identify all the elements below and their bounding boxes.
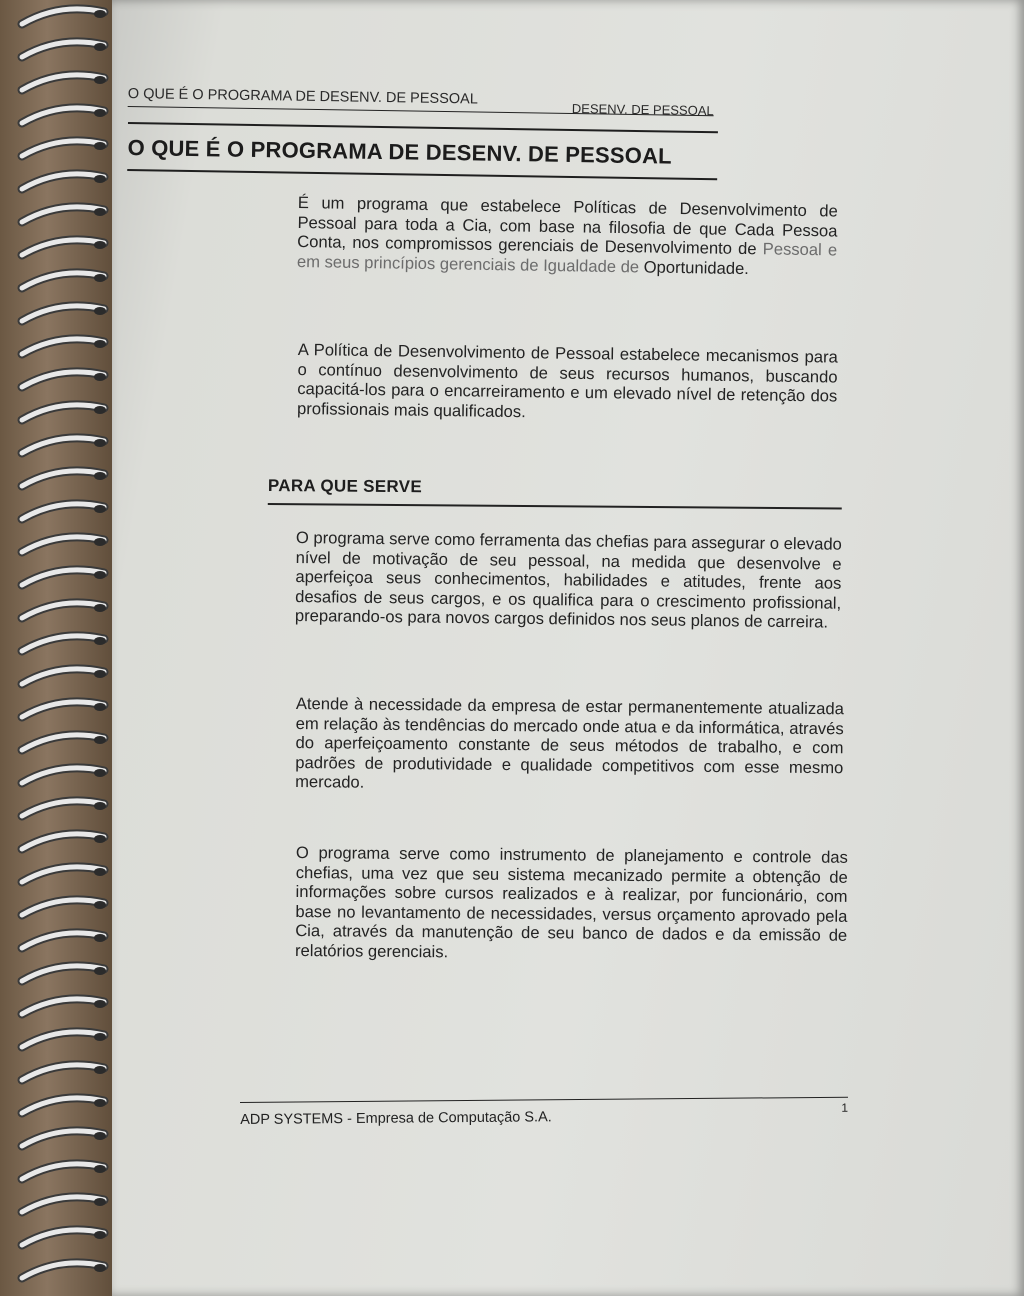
intro-paragraph-1 (297, 193, 838, 280)
binding-coil (22, 834, 106, 849)
binding-coil (22, 273, 106, 288)
binding-coil (22, 768, 106, 783)
binding-coil (22, 702, 106, 717)
section-paragraph-1: O programa serve como ferramenta das chefias para assegurar o elevado nível de motivação de seu pessoal, na medida que desenvolve e aperfeiçoa seus conhecimentos, habilidades e atitudes, frente aos desafios de seus cargos, e os qualifica para o crescimento profissional, preparando-os para novos cargos definidos nos seus planos de carreira. (294, 528, 842, 632)
binding-coil (22, 1098, 106, 1113)
binding-coil (22, 966, 106, 981)
title-block (127, 122, 718, 180)
header-right-text: DESENV. DE PESSOAL (571, 100, 714, 119)
binding-coil (22, 1164, 106, 1179)
binding-coil (22, 1230, 106, 1245)
binding-coil (22, 504, 106, 519)
section-paragraph-2: Atende à necessidade da empresa de estar permanentemente atualizada em relação às tendências do mercado onde atua e da informática, através do aperfeiçoamento constante de seus métodos de trabalho, e com padrões de produtividade e qualidade competitivos com esse mesmo mercado. (295, 694, 844, 793)
intro-paragraph-1-text-c: Oportunidade. (638, 257, 750, 278)
binding-coil (22, 570, 106, 585)
binding-coil (22, 900, 106, 915)
binding-coil (22, 75, 106, 90)
binding-coil (22, 735, 106, 750)
binding-coil (22, 405, 106, 420)
binding-coil (22, 306, 106, 321)
binding-coil (22, 537, 106, 552)
binding-coil (22, 174, 106, 189)
spiral-binding (0, 0, 120, 1296)
binding-coil (22, 471, 106, 486)
binding-coil (22, 636, 106, 651)
binding-coil (22, 1032, 106, 1047)
binding-coil (22, 9, 106, 24)
intro-paragraph-1-text-a: É um programa que estabelece Políticas de Desenvolvimento de Pessoal para toda a Cia, com base na filosofia de que Cada Pessoa Conta, nos compromissos gerenciais de Desenvolvimento de (297, 193, 838, 259)
footer-company: ADP SYSTEMS - Empresa de Computação S.A. (240, 1109, 552, 1128)
binding-coil (22, 669, 106, 684)
binding-coil (22, 240, 106, 255)
intro-paragraph-1-text-faded: Pessoal e em seus princípios gerenciais de Igualdade de (296, 239, 838, 277)
binding-coil (22, 141, 106, 156)
section-title: PARA QUE SERVE (267, 476, 423, 497)
binding-coil (22, 603, 106, 618)
binding-coil (22, 1065, 106, 1080)
header-left-text: O QUE É O PROGRAMA DE DESENV. DE PESSOAL (127, 86, 478, 108)
binding-coil (22, 1197, 106, 1212)
page-number: 1 (841, 1100, 849, 1115)
intro-paragraph-2: A Política de Desenvolvimento de Pessoal estabelece mecanismos para o contínuo desenvolvimento de seus recursos humanos, buscando capacitá-los para o encarreiramento e um elevado nível de retenção dos profissionais mais qualificados. (296, 340, 838, 421)
binding-coil (22, 108, 106, 123)
binding-coil (22, 438, 106, 453)
binding-coil (22, 207, 106, 222)
binding-coil (22, 372, 106, 387)
binding-coil (22, 999, 106, 1014)
section-heading (268, 476, 842, 510)
binding-coil (22, 1131, 106, 1146)
page-title: O QUE É O PROGRAMA DE DESENV. DE PESSOAL (127, 134, 672, 169)
binding-coil (22, 1263, 106, 1278)
binding-coil (22, 933, 106, 948)
binding-coil (22, 801, 106, 816)
binding-coil (22, 867, 106, 882)
binding-coil (22, 339, 106, 354)
section-paragraph-3: O programa serve como instrumento de planejamento e controle das chefias, uma vez que seu sistema mecanizado permite a obtenção de informações sobre cursos realizados e à realizar, por funcionário, com base no levantamento de necessidades, versus orçamento aprovado pela Cia, através da manutenção de seu banco de dados e da emissão de relatórios gerenciais. (294, 843, 848, 962)
binding-coil (22, 42, 106, 57)
